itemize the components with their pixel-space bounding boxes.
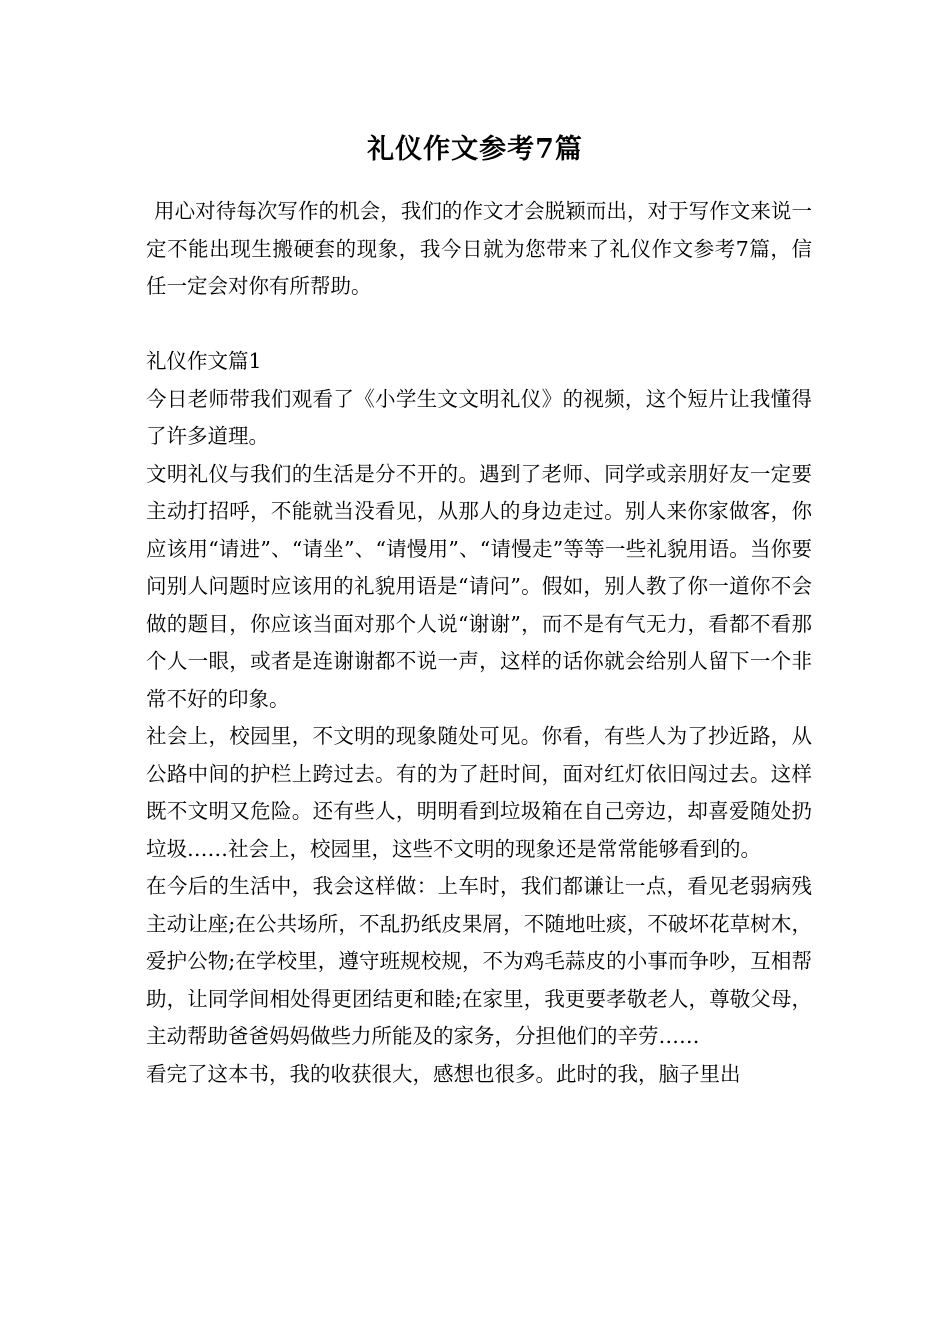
- body-paragraph: 社会上，校园里，不文明的现象随处可见。你看，有些人为了抄近路，从公路中间的护栏上跨过去。有的为了赶时间，面对红灯依旧闯过去。这样既不文明又危险。还有些人，明明看到垃圾箱在自己旁边，却喜爱随处扔垃圾……社会上，校园里，这些不文明的现象还是常常能够看到的。: [146, 724, 812, 861]
- intro-paragraph: 用心对待每次写作的机会，我们的作文才会脱颖而出，对于写作文来说一定不能出现生搬硬套的现象，我今日就为您带来了礼仪作文参考7篇，信任一定会对你有所帮助。: [146, 199, 812, 298]
- document-body: [146, 193, 812, 1093]
- body-paragraph: 今日老师带我们观看了《小学生文文明礼仪》的视频，这个短片让我懂得了许多道理。: [146, 386, 812, 448]
- body-paragraph: 在今后的生活中，我会这样做：上车时，我们都谦让一点，看见老弱病残主动让座;在公共场所，不乱扔纸皮果屑，不随地吐痰，不破坏花草树木，爱护公物;在学校里，遵守班规校规，不为鸡毛蒜皮的小事而争吵，互相帮助，让同学间相处得更团结更和睦;在家里，我更要孝敬老人，尊敬父母，主动帮助爸爸妈妈做些力所能及的家务，分担他们的辛劳……: [146, 874, 812, 1048]
- paragraph-spacer: [146, 306, 812, 344]
- document-title: 礼仪作文参考7篇: [367, 134, 583, 165]
- section-heading: 礼仪作文篇1: [146, 349, 262, 373]
- body-paragraph: 文明礼仪与我们的生活是分不开的。遇到了老师、同学或亲朋好友一定要主动打招呼，不能就当没看见，从那人的身边走过。别人来你家做客，你应该用“请进”、“请坐”、“请慢用”、“请慢走”等等一些礼貌用语。当你要问别人问题时应该用的礼貌用语是“请问”。假如，别人教了你一道你不会做的题目，你应该当面对那个人说“谢谢”，而不是有气无力，看都不看那个人一眼，或者是连谢谢都不说一声，这样的话你就会给别人留下一个非常不好的印象。: [146, 461, 812, 711]
- body-paragraph: 看完了这本书，我的收获很大，感想也很多。此时的我，脑子里出: [146, 1061, 741, 1086]
